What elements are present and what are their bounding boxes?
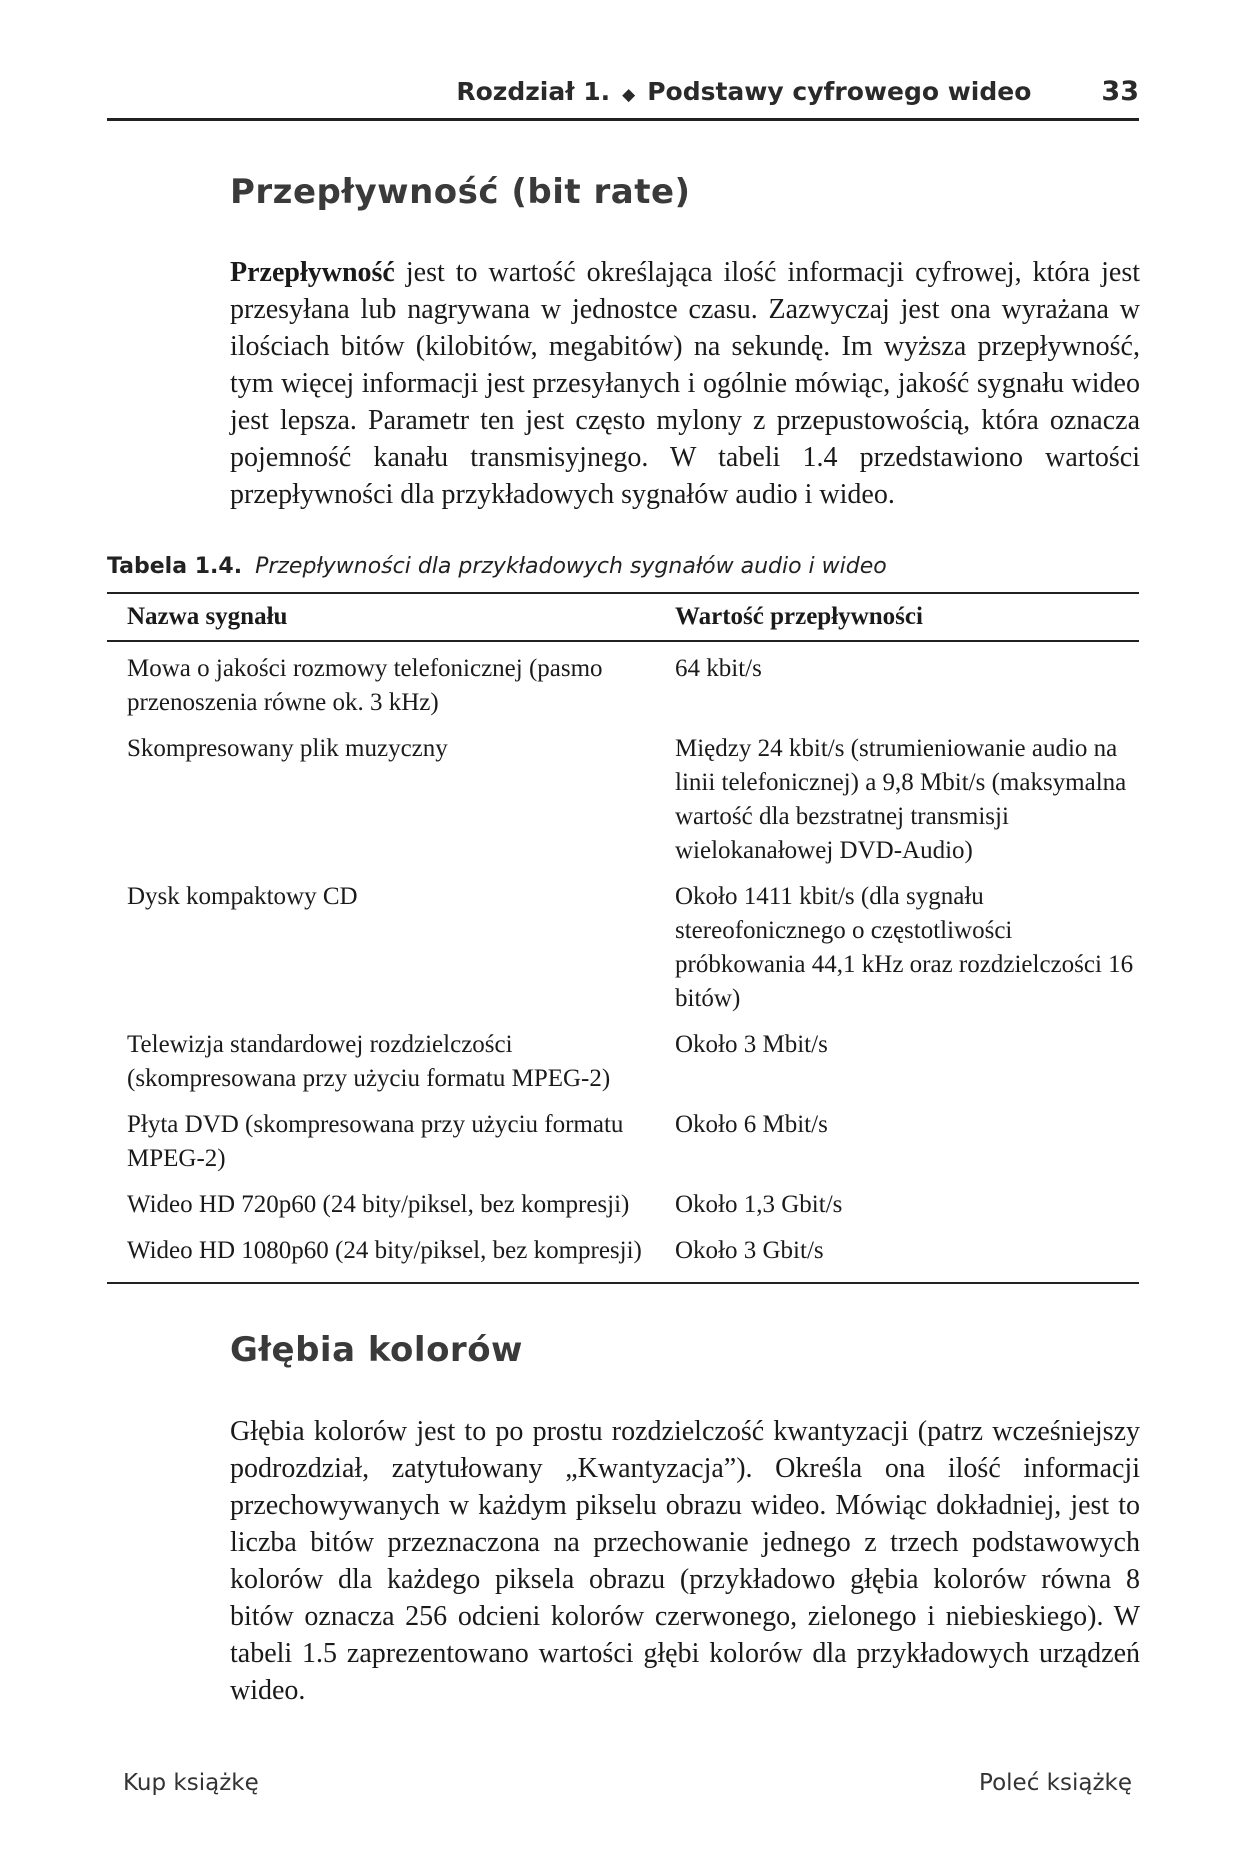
signal-name-cell: Dysk kompaktowy CD — [127, 883, 358, 910]
header-chapter: Rozdział 1. — [456, 77, 611, 106]
bit-rate-paragraph-text: jest to wartość określająca ilość informacji cyfrowej, która jest przesyłana lub nagrywana w jednostce czasu. Zazwyczaj jest ona wyrażana w ilościach bitów (kilobitów, megabitów) na sekundę. Im wyższa przepływność, tym więcej informacji jest przesyłanych i ogólnie mówiąc, jakość sygnału wideo jest lepsza. Parametr ten jest często mylony z przepustowością, która oznacza pojemność kanału transmisyjnego. W tabeli 1.4 przedstawiono wartości przepływności dla przykładowych sygnałów audio i wideo. — [230, 257, 1140, 510]
signal-name-cell: Płyta DVD (skompresowana przy użyciu formatu MPEG-2) — [127, 1111, 624, 1172]
table-caption — [107, 554, 1139, 579]
bit-rate-cell: Około 3 Gbit/s — [675, 1237, 824, 1264]
column-header-bit-rate: Wartość przepływności — [659, 593, 1139, 641]
bit-rate-cell: Między 24 kbit/s (strumieniowanie audio na linii telefonicznej) a 9,8 Mbit/s (maksymalna wartość dla bezstratnej transmisji wielokanałowej DVD-Audio) — [675, 735, 1127, 864]
bit-rate-term: Przepływność — [230, 257, 395, 288]
bit-rate-cell: Około 3 Mbit/s — [675, 1031, 828, 1058]
bit-rate-paragraph — [230, 254, 1140, 513]
signal-name-cell: Wideo HD 720p60 (24 bity/piksel, bez kompresji) — [127, 1191, 630, 1218]
section-heading-color-depth: Głębia kolorów — [230, 1330, 523, 1370]
signal-name-cell: Telewizja standardowej rozdzielczości (skompresowana przy użyciu formatu MPEG-2) — [127, 1031, 611, 1092]
header-separator-icon: ◆ — [622, 85, 636, 105]
running-header — [107, 76, 1139, 107]
column-header-signal-name: Nazwa sygnału — [107, 593, 659, 641]
color-depth-paragraph: Głębia kolorów jest to po prostu rozdzielczość kwantyzacji (patrz wcześniejszy podrozdział, zatytułowany „Kwantyzacja”). Określa ona ilość informacji przechowywanych w każdym pikselu obrazu wideo. Mówiąc dokładniej, jest to liczba bitów przeznaczona na przechowanie jednego z trzech podstawowych kolorów dla każdego piksela obrazu (przykładowo głębia kolorów równa 8 bitów oznacza 256 odcieni kolorów czerwonego, zielonego i niebieskiego). W tabeli 1.5 zaprezentowano wartości głębi kolorów dla przykładowych urządzeń wideo. — [230, 1416, 1140, 1706]
table-caption-text: Przepływności dla przykładowych sygnałów audio i wideo — [255, 554, 887, 579]
table-row — [107, 1022, 1139, 1102]
table-row — [107, 874, 1139, 1022]
header-chapter-title: Podstawy cyfrowego wideo — [647, 77, 1032, 106]
bit-rate-cell: Około 1411 kbit/s (dla sygnału stereofonicznego o częstotliwości próbkowania 44,1 kHz oraz rozdzielczości 16 bitów) — [675, 883, 1134, 1012]
table-row — [107, 726, 1139, 874]
table-header-row — [107, 593, 1139, 641]
signal-name-cell: Wideo HD 1080p60 (24 bity/piksel, bez kompresji) — [127, 1237, 642, 1264]
bit-rate-table — [107, 592, 1139, 1284]
table-row — [107, 641, 1139, 726]
table-row — [107, 1182, 1139, 1228]
table-caption-label: Tabela 1.4. — [107, 554, 243, 579]
section-heading-bit-rate: Przepływność (bit rate) — [230, 172, 691, 212]
table-row — [107, 1102, 1139, 1182]
buy-book-link[interactable]: Kup książkę — [123, 1770, 259, 1796]
bit-rate-cell: 64 kbit/s — [675, 655, 762, 682]
table-row — [107, 1228, 1139, 1283]
bit-rate-cell: Około 1,3 Gbit/s — [675, 1191, 843, 1218]
signal-name-cell: Mowa o jakości rozmowy telefonicznej (pasmo przenoszenia równe ok. 3 kHz) — [127, 655, 603, 716]
header-rule — [107, 118, 1139, 121]
signal-name-cell: Skompresowany plik muzyczny — [127, 735, 448, 762]
page-number: 33 — [1101, 76, 1139, 107]
recommend-book-link[interactable]: Poleć książkę — [979, 1770, 1132, 1796]
bit-rate-cell: Około 6 Mbit/s — [675, 1111, 828, 1138]
